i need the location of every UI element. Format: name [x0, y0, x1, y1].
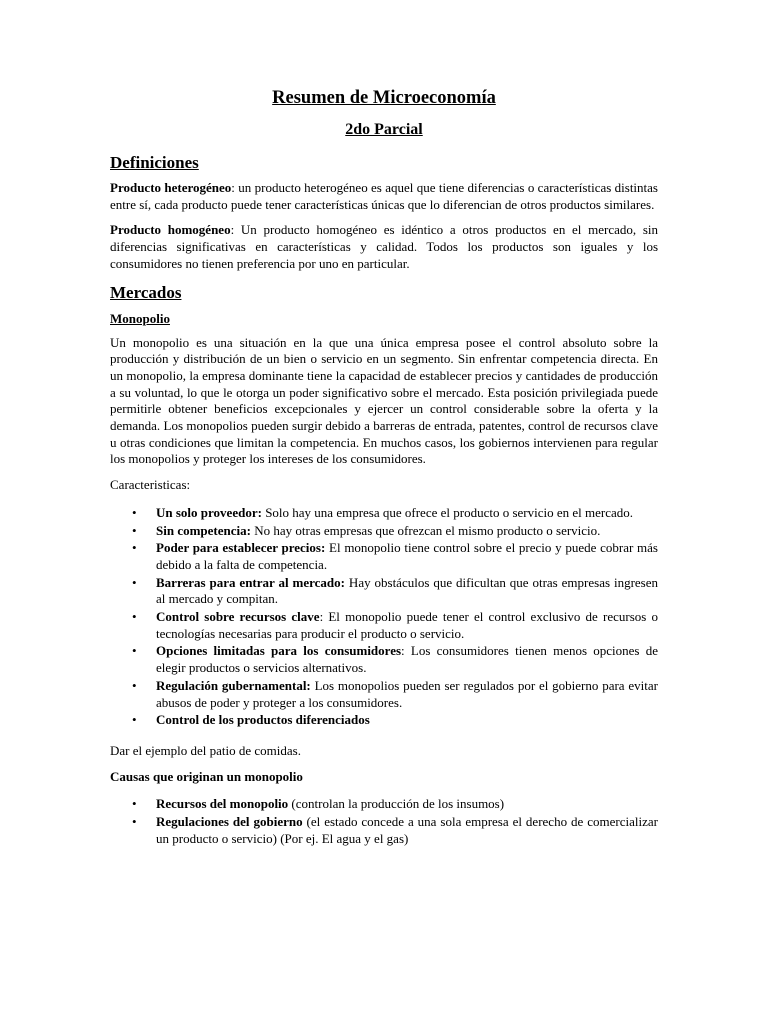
bullet-icon: •	[132, 712, 137, 728]
bullet-icon: •	[132, 609, 137, 625]
list-item-text: : Los consumidores tienen menos opciones de elegir productos o servicios alternativos.	[156, 643, 658, 676]
definition-text: : Un producto homogéneo es idéntico a otros productos en el mercado, sin diferencias significativas en características y calidad. Todos los productos son iguales y los consumidores no tienen preferencia por uno en particular.	[110, 222, 658, 271]
bullet-icon: •	[132, 677, 137, 693]
list-item-text: Solo hay una empresa que ofrece el producto o servicio en el mercado.	[261, 504, 634, 520]
list-item-text: (el estado concede a una sola empresa el derecho de comercializar un producto o servicio) (Por ej. El agua y el gas)	[156, 814, 658, 846]
list-item-term: Regulaciones del gobierno	[156, 814, 303, 830]
bullet-icon: •	[132, 643, 137, 659]
caracteristicas-label: Caracteristicas:	[110, 477, 191, 493]
list-item-text: Hay obstáculos que dificultan que otras empresas ingresen al mercado y compitan.	[156, 574, 658, 607]
list-item	[110, 678, 658, 711]
list-item-text: : El monopolio puede tener el control exclusivo de recursos o tecnologías necesarias para producir el producto o servicio.	[156, 609, 658, 641]
list-item-term: Opciones limitadas para los consumidores	[156, 643, 402, 659]
list-item	[110, 540, 658, 573]
list-item-text: El monopolio tiene control sobre el precio y puede cobrar más debido a la falta de competencia.	[156, 540, 658, 572]
bullet-icon: •	[132, 796, 137, 812]
caracteristicas-list	[110, 505, 658, 729]
section-heading-definiciones: Definiciones	[110, 153, 199, 172]
definition-paragraph	[110, 222, 658, 272]
bullet-icon: •	[132, 504, 137, 520]
list-item	[110, 575, 658, 608]
list-item	[110, 796, 658, 813]
causas-heading	[110, 769, 658, 786]
ejemplo-note: Dar el ejemplo del patio de comidas.	[110, 742, 301, 758]
list-item	[110, 814, 658, 847]
list-item-term: Un solo proveedor:	[156, 504, 262, 520]
causas-heading-text: Causas que originan un monopolio	[110, 768, 303, 784]
list-item	[110, 523, 658, 540]
monopolio-intro-paragraph: Un monopolio es una situación en la que una única empresa posee el control absoluto sobre la producción y distribución de un bien o servicio en un segmento. Sin enfrentar competencia directa. En un monopolio, la empresa dominante tiene la capacidad de establecer precios y cantidades de producción a su voluntad, lo que le otorga un poder significativo sobre el mercado. Esta posición privilegiada puede permitirle obtener beneficios excepcionales y ejercer un control considerable sobre la oferta y la demanda. Los monopolios pueden surgir debido a barreras de entrada, patentes, control de recursos clave u otras condiciones que limitan la competencia. En muchos casos, los gobiernos intervienen para regular los monopolios y proteger los intereses de los consumidores.	[110, 334, 658, 467]
list-item	[110, 505, 658, 522]
list-item-term: Sin competencia:	[156, 522, 251, 538]
bullet-icon: •	[132, 540, 137, 556]
causas-list	[110, 796, 658, 847]
list-item-term: Recursos del monopolio	[156, 796, 289, 812]
subsection-heading-monopolio: Monopolio	[110, 310, 170, 326]
definition-paragraph	[110, 180, 658, 213]
document-title: Resumen de Microeconomía	[272, 88, 496, 108]
list-item-text: (controlan la producción de los insumos)	[288, 796, 505, 812]
bullet-icon: •	[132, 574, 137, 590]
definition-term: Producto homogéneo	[110, 222, 231, 238]
list-item-text: Los monopolios pueden ser regulados por el gobierno para evitar abusos de poder y proteger a los consumidores.	[156, 677, 658, 710]
list-item-term: Control sobre recursos clave	[156, 609, 320, 625]
document-page	[110, 86, 658, 856]
list-item-term: Control de los productos diferenciados	[156, 712, 370, 728]
bullet-icon: •	[132, 814, 137, 830]
list-item	[110, 643, 658, 676]
bullet-icon: •	[132, 522, 137, 538]
definition-term: Producto heterogéneo	[110, 180, 232, 195]
list-item-term: Regulación gubernamental:	[156, 677, 311, 693]
document-subtitle: 2do Parcial	[345, 121, 423, 138]
list-item-text: No hay otras empresas que ofrezcan el mismo producto o servicio.	[250, 522, 601, 538]
section-heading-mercados: Mercados	[110, 282, 182, 302]
definition-text: : un producto heterogéneo es aquel que tiene diferencias o características distintas entre sí, cada producto puede tener características únicas que lo diferencian de otros productos similares.	[110, 180, 658, 212]
list-item-term: Poder para establecer precios:	[156, 540, 326, 556]
list-item	[110, 712, 658, 729]
list-item-term: Barreras para entrar al mercado:	[156, 574, 345, 590]
list-item	[110, 609, 658, 642]
